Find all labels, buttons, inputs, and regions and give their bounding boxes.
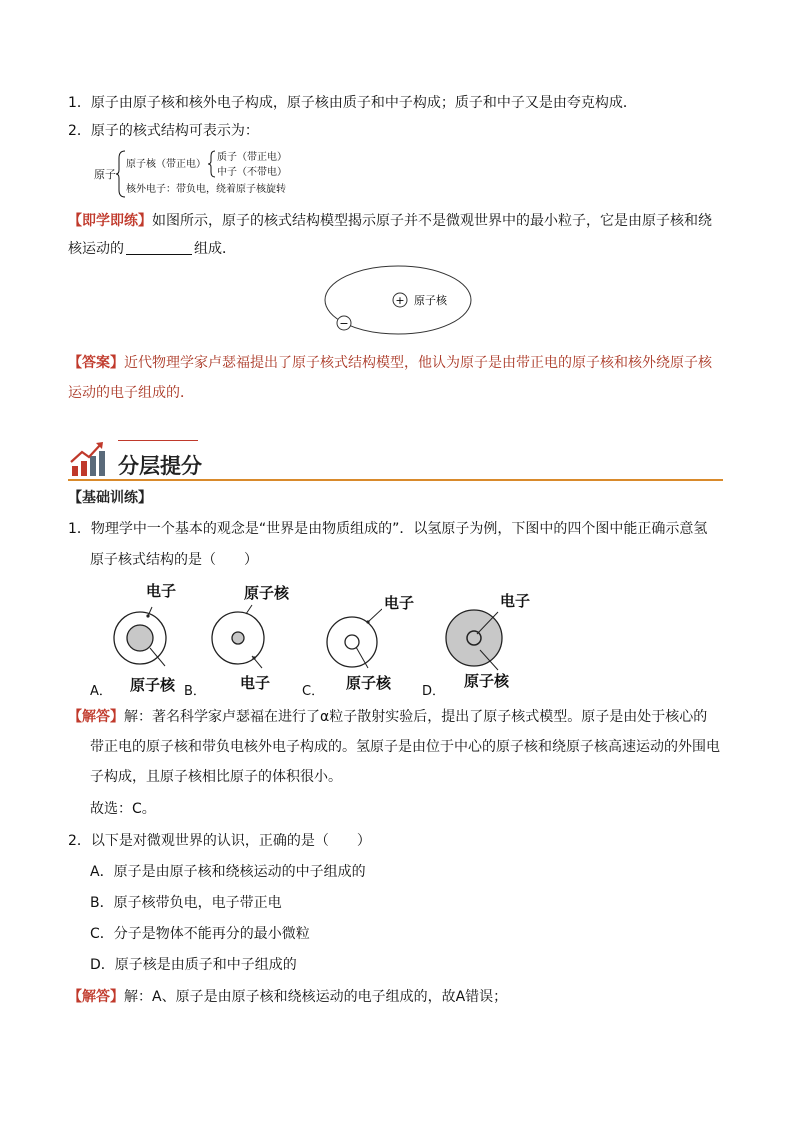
q1-line-1: 1．物理学中一个基本的观念是“世界是由物质组成的”．以氢原子为例，下图中的四个图中能正确示意氢 xyxy=(68,521,708,537)
practice-text-1: 如图所示，原子的核式结构模型揭示原子并不是微观世界中的最小粒子，它是由原子核和绕 xyxy=(152,213,712,229)
option-b-top: 原子核 xyxy=(244,584,290,602)
option-d-bottom: 原子核 xyxy=(464,672,510,690)
q1-line-2: 原子核式结构的是（ ） xyxy=(90,552,258,568)
option-c-figure[interactable] xyxy=(322,602,382,672)
option-d-label[interactable]: D． xyxy=(422,684,446,699)
diagram-nucleus-label: 原子核 xyxy=(414,294,447,307)
q2-option-c[interactable]: C．分子是物体不能再分的最小微粒 xyxy=(90,926,310,942)
practice-text-2a: 核运动的 xyxy=(68,241,124,257)
option-b-bottom: 电子 xyxy=(240,674,271,692)
nucleus-label: 原子核（带正电） xyxy=(126,159,206,170)
sol1-tag: 【解答】 xyxy=(68,709,124,725)
q2-option-d[interactable]: D．原子核是由质子和中子组成的 xyxy=(90,957,297,973)
section-header xyxy=(68,436,728,482)
section-sub: 【基础训练】 xyxy=(68,490,152,506)
option-a-label[interactable]: A． xyxy=(90,684,112,699)
title-overline xyxy=(118,440,198,441)
neutron-label: 中子（不带电） xyxy=(217,167,287,178)
atom-label: 原子 xyxy=(94,168,116,181)
section-rule xyxy=(68,479,723,481)
option-a-figure[interactable] xyxy=(110,602,170,672)
option-b-figure[interactable] xyxy=(208,602,268,672)
atom-structure-diagram xyxy=(90,148,340,200)
outer-brace xyxy=(116,150,126,198)
electron-label: 核外电子：带负电，绕着原子核旋转 xyxy=(126,184,286,195)
q2-option-a[interactable]: A．原子是由原子核和绕核运动的中子组成的 xyxy=(90,864,366,880)
answer-blank[interactable] xyxy=(126,240,192,255)
practice-text-2b: 组成． xyxy=(194,241,236,257)
q2-option-b[interactable]: B．原子核带负电，电子带正电 xyxy=(90,895,282,911)
chart-growth-icon xyxy=(68,438,108,478)
practice-tag: 【即学即练】 xyxy=(68,213,152,229)
section-title: 分层提分 xyxy=(118,454,202,478)
sol1-line-2: 带正电的原子核和带负电核外电子构成的。氢原子是由位于中心的原子核和绕原子核高速运动的外围电 xyxy=(90,739,720,755)
intro-line-1: 1．原子由原子核和核外电子构成，原子核由质子和中子构成；质子和中子又是由夸克构成． xyxy=(68,95,637,111)
q1-options-diagrams xyxy=(80,578,720,699)
option-c-label[interactable]: C． xyxy=(302,684,325,699)
practice-line-2 xyxy=(68,239,728,259)
answer-line-1 xyxy=(68,353,728,373)
option-a-top: 电子 xyxy=(146,582,177,600)
sol1-line-3: 子构成，且原子核相比原子的体积很小。 xyxy=(90,769,342,785)
q2-question: 2．以下是对微观世界的认识，正确的是（ ） xyxy=(68,833,371,849)
plus-sign: + xyxy=(395,294,405,307)
inner-brace xyxy=(208,150,216,178)
option-b-label[interactable]: B． xyxy=(184,684,206,699)
option-a-bottom: 原子核 xyxy=(130,676,176,694)
sol1-line-1 xyxy=(68,707,728,727)
option-c-top: 电子 xyxy=(384,594,415,612)
sol1-line-4: 故选：C。 xyxy=(90,801,156,817)
option-d-top: 电子 xyxy=(500,592,531,610)
practice-line-1 xyxy=(68,211,728,231)
answer-text-1: 近代物理学家卢瑟福提出了原子核式结构模型，他认为原子是由带正电的原子核和核外绕原子核 xyxy=(124,355,712,371)
sol1-text-1: 解：著名科学家卢瑟福在进行了α粒子散射实验后，提出了原子核式模型。原子是由处于核心的 xyxy=(124,709,708,725)
intro-line-2: 2．原子的核式结构可表示为： xyxy=(68,123,259,139)
proton-label: 质子（带正电） xyxy=(217,152,287,163)
orbit-diagram xyxy=(318,262,478,338)
minus-sign: − xyxy=(339,317,349,330)
sol2-text: 解：A、原子是由原子核和绕核运动的电子组成的，故A错误； xyxy=(124,989,508,1005)
sol2-tag: 【解答】 xyxy=(68,989,124,1005)
sol2-line xyxy=(68,987,728,1007)
option-c-bottom: 原子核 xyxy=(346,674,392,692)
option-d-figure[interactable] xyxy=(442,600,512,676)
answer-line-2: 运动的电子组成的． xyxy=(68,385,194,401)
answer-tag: 【答案】 xyxy=(68,355,124,371)
